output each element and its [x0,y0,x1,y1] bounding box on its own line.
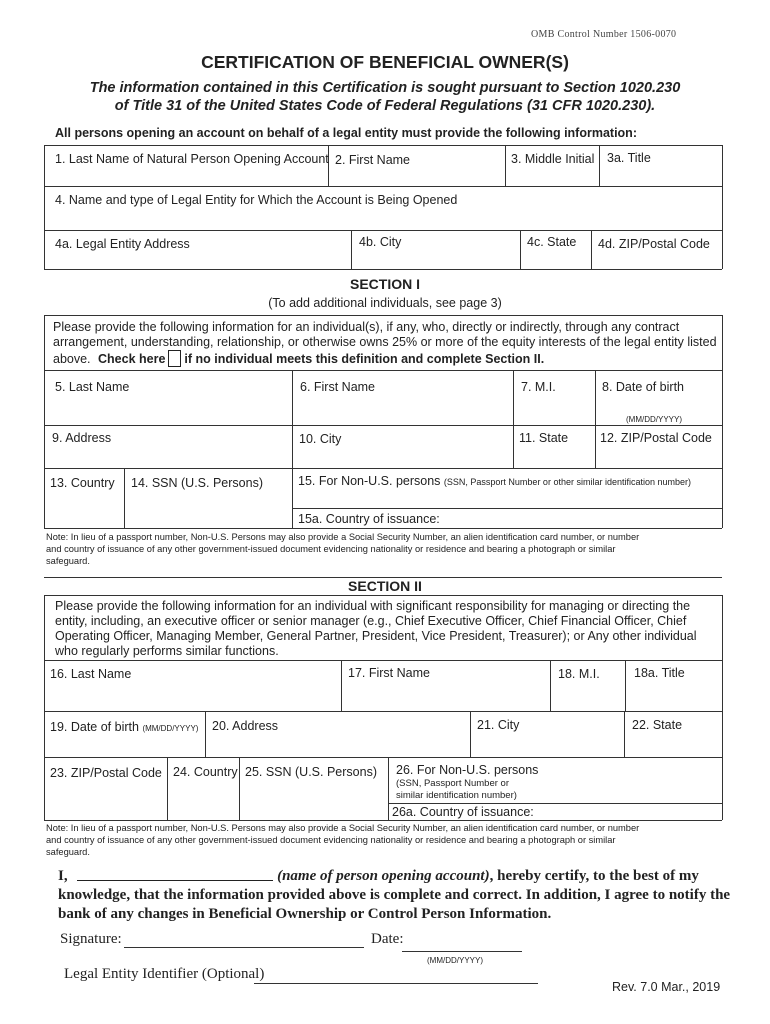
section-2-instructions-line-2: entity, including, an executive officer or senior manager (e.g., Chief Executive Officer, Chief Financial Officer, Chief [55,614,687,628]
section-2-note-line-2: and country of issuance of any other government-issued document evidencing nationality or residence and bearing a photograph or similar [46,835,616,845]
field-s1-zip[interactable]: 12. ZIP/Postal Code [600,431,712,445]
cert-name-input[interactable] [77,866,273,881]
section-1-instructions-line-1: Please provide the following information for an individual(s), if any, who, directly or indirectly, through any contract [53,320,680,334]
field-s2-date-of-birth[interactable] [50,720,198,734]
field-legal-entity-name[interactable]: 4. Name and type of Legal Entity for Which the Account is Being Opened [55,193,458,207]
field-entity-state[interactable]: 4c. State [527,235,577,249]
s1-dob-format-hint: (MM/DD/YYYY) [626,415,682,424]
field-s2-first-name[interactable]: 17. First Name [348,666,430,680]
field-s2-zip[interactable]: 23. ZIP/Postal Code [50,766,162,780]
check-here-instruction: if no individual meets this definition and complete Section II. [184,352,545,366]
lei-label: Legal Entity Identifier (Optional) [64,966,265,982]
subtitle-line-2: of Title 31 of the United States Code of Federal Regulations (31 CFR 1020.230). [114,98,656,114]
s2-non-us-hint-line-1: (SSN, Passport Number or [396,778,509,789]
field-s2-last-name[interactable]: 16. Last Name [50,667,132,681]
field-s1-state[interactable]: 11. State [519,431,569,445]
s1-non-us-hint: (SSN, Passport Number or other similar identification number) [443,477,691,487]
revision-label: Rev. 7.0 Mar., 2019 [612,980,721,994]
field-entity-city[interactable]: 4b. City [359,235,402,249]
field-s1-last-name[interactable]: 5. Last Name [55,380,130,394]
field-s2-ssn[interactable]: 25. SSN (U.S. Persons) [245,765,377,779]
field-s2-country[interactable]: 24. Country [173,765,238,779]
cert-name-hint: (name of person opening account) [277,868,490,884]
certification-line-3: bank of any changes in Beneficial Ownership or Control Person Information. [58,906,552,922]
section-1-subheading: (To add additional individuals, see page 3) [268,296,502,310]
cert-i: I, [58,868,68,884]
section-1-heading: SECTION I [349,276,420,292]
intro-text: All persons opening an account on behalf of a legal entity must provide the following information: [55,126,637,140]
section-2-note-line-3: safeguard. [46,847,90,857]
section-1-above-text: above. [53,352,91,366]
field-entity-zip[interactable]: 4d. ZIP/Postal Code [598,237,710,251]
section-2-instructions-line-3: Operating Officer, Managing Member, General Partner, President, Vice President, Treasurer); or Any other individual [55,629,697,643]
certification-line-1 [58,866,699,885]
field-s1-non-us-id[interactable] [298,474,691,488]
field-s2-title[interactable]: 18a. Title [634,666,685,680]
signature-line[interactable] [124,947,364,948]
field-s1-city[interactable]: 10. City [299,432,342,446]
field-s1-address[interactable]: 9. Address [52,431,112,445]
cert-line-1-rest: , hereby certify, to the best of my [489,868,699,884]
s2-dob-label: 19. Date of birth [50,720,139,734]
section-2-heading: SECTION II [348,578,422,594]
section-1-note-line-2: and country of issuance of any other government-issued document evidencing nationality or residence and bearing a photograph or similar [46,544,616,554]
check-here-label: Check here [98,352,166,366]
s2-non-us-hint-line-2: similar identification number) [396,790,517,801]
field-middle-initial-opener[interactable]: 3. Middle Initial [511,152,595,166]
field-s2-country-of-issuance[interactable]: 26a. Country of issuance: [392,805,534,819]
field-s2-state[interactable]: 22. State [632,718,683,732]
field-s1-first-name[interactable]: 6. First Name [300,380,376,394]
field-first-name-opener[interactable]: 2. First Name [335,153,411,167]
section-2-instructions-line-4: who regularly performs similar functions. [55,644,279,658]
field-s2-middle-initial[interactable]: 18. M.I. [558,667,600,681]
s1-non-us-label: 15. For Non-U.S. persons [298,474,441,488]
certification-line-2: knowledge, that the information provided above is complete and correct. In addition, I agree to notify the [58,887,731,903]
date-line[interactable] [402,951,522,952]
date-label: Date: [371,931,404,947]
section-2-note-line-1: Note: In lieu of a passport number, Non-U.S. Persons may also provide a Social Security Number, an alien identification card number, or number [46,823,640,833]
field-last-name-opener[interactable]: 1. Last Name of Natural Person Opening Account [55,152,329,166]
section-1-note-line-3: safeguard. [46,556,90,566]
section-1-instructions-line-2: arrangement, understanding, relationship, or otherwise owns 25% or more of the equity interests of the legal entity listed [53,335,717,349]
s2-dob-format-hint: (MM/DD/YYYY) [142,724,199,733]
lei-line[interactable] [254,983,538,984]
field-s1-middle-initial[interactable]: 7. M.I. [521,380,556,394]
field-s2-address[interactable]: 20. Address [212,719,279,733]
section-2-instructions-line-1: Please provide the following information for an individual with significant responsibility for managing or directing the [55,599,691,613]
field-s1-ssn[interactable]: 14. SSN (U.S. Persons) [131,476,263,490]
field-title-opener[interactable]: 3a. Title [607,151,651,165]
field-s1-country[interactable]: 13. Country [50,476,115,490]
subtitle-line-1: The information contained in this Certification is sought pursuant to Section 1020.230 [89,80,681,96]
omb-number: OMB Control Number 1506-0070 [531,29,677,40]
no-individual-checkbox[interactable] [168,350,181,367]
page-title: CERTIFICATION OF BENEFICIAL OWNER(S) [201,52,569,72]
field-entity-address[interactable]: 4a. Legal Entity Address [55,237,190,251]
section-1-instructions-line-3 [53,350,544,367]
date-format-hint: (MM/DD/YYYY) [427,956,483,965]
signature-label: Signature: [60,931,122,947]
field-s2-city[interactable]: 21. City [477,718,520,732]
field-s2-non-us-id[interactable]: 26. For Non-U.S. persons [396,763,539,777]
section-1-note-line-1: Note: In lieu of a passport number, Non-U.S. Persons may also provide a Social Security Number, an alien identification card number, or number [46,532,640,542]
field-s1-country-of-issuance[interactable]: 15a. Country of issuance: [298,512,440,526]
field-s1-date-of-birth[interactable]: 8. Date of birth [602,380,684,394]
